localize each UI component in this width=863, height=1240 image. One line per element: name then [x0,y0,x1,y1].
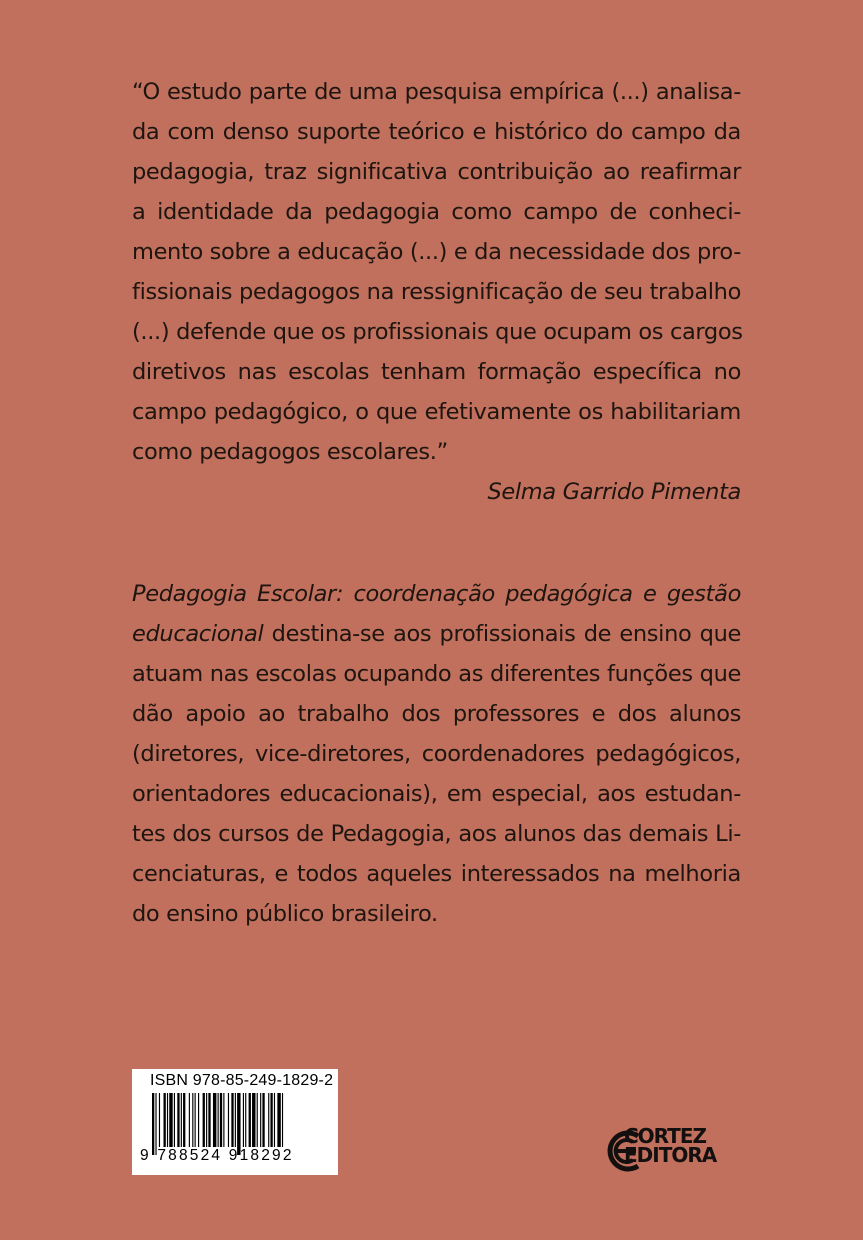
book-title-italic: educacional [132,621,264,647]
description-text: destina-se aos profissionais de ensino que [263,621,741,647]
isbn-label: ISBN 978-85-249-1829-2 [150,1072,334,1089]
quote-line: como pedagogos escolares.” [132,439,448,465]
quote-attribution: Selma Garrido Pimenta [487,479,741,505]
quote-line: “O estudo parte de uma pesquisa empírica (...) analisa- [132,79,741,105]
quote-line: a identidade da pedagogia como campo de conheci- [132,199,741,225]
quote-line: campo pedagógico, o que efetivamente os habilitariam [132,399,741,425]
description-line: orientadores educacionais), em especial, aos estudan- [132,781,741,807]
quote-line: diretivos nas escolas tenham formação específica no [132,359,741,385]
description-line [132,614,741,654]
description-line [132,574,741,614]
barcode-digits: 9 788524 918292 [140,1147,294,1164]
book-title-italic: Pedagogia Escolar: coordenação pedagógica e gestão [132,581,741,607]
quote-line: mento sobre a educação (...) e da necessidade dos pro- [132,239,741,265]
description-line: do ensino público brasileiro. [132,901,438,927]
description-line: tes dos cursos de Pedagogia, aos alunos das demais Li- [132,821,741,847]
description-line: cenciaturas, e todos aqueles interessados na melhoria [132,861,741,887]
isbn-barcode [132,1069,338,1175]
publisher-name [624,1124,717,1167]
quote-line: (...) defende que os profissionais que ocupam os cargos [132,319,743,345]
description-line: (diretores, vice-diretores, coordenadores pedagógicos, [132,741,741,767]
quote-line: pedagogia, traz significativa contribuição ao reafirmar [132,159,741,185]
publisher-name-line2: EDITORA [624,1143,717,1167]
description-line: dão apoio ao trabalho dos professores e dos alunos [132,701,741,727]
description-line: atuam nas escolas ocupando as diferentes funções que [132,661,741,687]
publisher-name-line1: CORTEZ [624,1124,706,1148]
quote-line: da com denso suporte teórico e histórico do campo da [132,119,741,145]
quote-line: fissionais pedagogos na ressignificação de seu trabalho [132,279,741,305]
